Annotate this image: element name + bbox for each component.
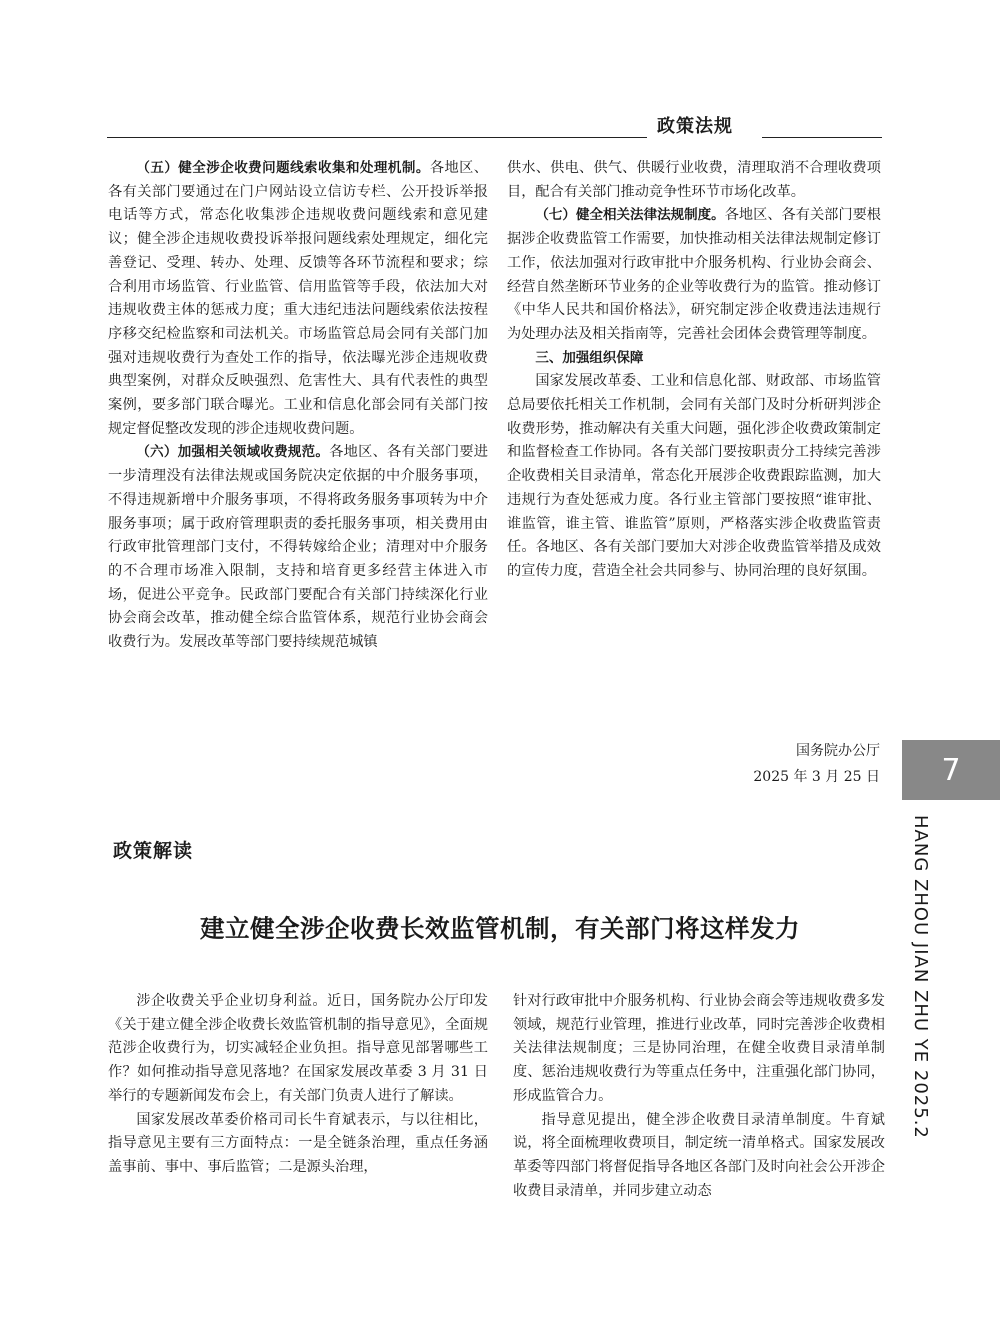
article-right-column xyxy=(513,990,885,1203)
article-paragraph: 涉企收费关乎企业切身利益。近日，国务院办公厅印发《关于建立健全涉企收费长效监管机制的指导意见》，全面规范涉企收费行为，切实减轻企业负担。指导意见部署哪些工作？如何推动指导意见落地？在国家发展改革委 3 月 31 日举行的专题新闻发布会上，有关部门负责人进行了解读。 xyxy=(108,993,488,1104)
article-title: 建立健全涉企收费长效监管机制，有关部门将这样发力 xyxy=(200,914,800,943)
item7-text: 各地区、各有关部门要根据涉企收费监管工作需要，加快推动相关法律法规制定修订工作，依法加强对行政审批中介服务机构、行业协会商会、经营自然垄断环节业务的企业等收费行为的监管。推动修订《中华人民共和国价格法》，研究制定涉企收费违法违规行为处理办法及相关指南等，完善社会团体会费管理等制度。 xyxy=(507,207,881,342)
policy-reading-label: 政策解读 xyxy=(113,840,194,862)
header-rule-left xyxy=(107,137,647,138)
left-column xyxy=(108,157,488,655)
item7-heading: （七）健全相关法律法规制度。 xyxy=(535,207,725,224)
section3-heading: 三、加强组织保障 xyxy=(535,349,644,366)
article-paragraph: 指导意见提出，健全涉企收费目录清单制度。牛育斌说，将全面梳理收费项目，制定统一清单格式。国家发展改革委等四部门将督促指导各地区各部门及时向社会公开涉企收费目录清单，并同步建立动态 xyxy=(513,1111,885,1199)
page-number: 7 xyxy=(941,752,961,788)
right-column xyxy=(507,157,881,584)
paragraph-item6 xyxy=(108,441,488,654)
item6-text: 各地区、各有关部门要进一步清理没有法律法规或国务院决定依据的中介服务事项，不得违规新增中介服务事项，不得将政务服务事项转为中介服务事项；属于政府管理职责的委托服务事项，相关费用由行政审批管理部门支付，不得转嫁给企业；清理对中介服务的不合理市场准入限制，支持和培育更多经营主体进入市场，促进公平竞争。民政部门要配合有关部门持续深化行业协会商会改革，推动健全综合监管体系，规范行业协会商会收费行为。发展改革等部门要持续规范城镇 xyxy=(108,444,488,651)
signature-date: 2025 年 3 月 25 日 xyxy=(753,769,880,785)
article-left-column xyxy=(108,990,488,1180)
item5-heading: （五）健全涉企收费问题线索收集和处理机制。 xyxy=(136,160,430,176)
paragraph-item7 xyxy=(507,204,881,346)
header-rule-right xyxy=(762,137,882,138)
journal-name-vertical: HANG ZHOU JIAN ZHU YE 2025.2 xyxy=(910,815,931,1139)
item6-heading: （六）加强相关领域收费规范。 xyxy=(136,444,330,461)
item5-text: 各地区、各有关部门要通过在门户网站设立信访专栏、公开投诉举报电话等方式，常态化收集涉企违规收费问题线索和意见建议；健全涉企违规收费投诉举报问题线索处理规定，细化完善登记、受理、转办、处理、反馈等各环节流程和要求；综合利用市场监管、行业监管、信用监管等手段，依法加大对违规收费主体的惩戒力度；重大违纪违法问题线索依法按程序移交纪检监察和司法机关。市场监管总局会同有关部门加强对违规收费行为查处工作的指导，依法曝光涉企违规收费典型案例，对群众反映强烈、危害性大、具有代表性的典型案例，要多部门联合曝光。工业和信息化部会同有关部门按规定督促整改发现的涉企违规收费问题。 xyxy=(108,160,488,437)
paragraph-continuation: 供水、供电、供气、供暖行业收费，清理取消不合理收费项目，配合有关部门推动竞争性环节市场化改革。 xyxy=(507,160,881,200)
article-paragraph: 国家发展改革委价格司司长牛育斌表示，与以往相比，指导意见主要有三方面特点：一是全链条治理，重点任务涵盖事前、事中、事后监管；二是源头治理， xyxy=(108,1111,488,1175)
paragraph-item5 xyxy=(108,157,488,441)
paragraph-section3: 国家发展改革委、工业和信息化部、财政部、市场监管总局要依托相关工作机制，会同有关部门及时分析研判涉企收费形势，推动解决有关重大问题，强化涉企收费政策制定和监督检查工作协同。各有关部门要按职责分工持续完善涉企收费相关目录清单，常态化开展涉企收费跟踪监测，加大违规行为查处惩戒力度。各行业主管部门要按照“谁审批、谁监管，谁主管、谁监管”原则，严格落实涉企收费监管责任。各地区、各有关部门要加大对涉企收费监管举措及成效的宣传力度，营造全社会共同参与、协同治理的良好氛围。 xyxy=(507,373,881,579)
signature-org: 国务院办公厅 xyxy=(796,743,880,759)
article-paragraph: 针对行政审批中介服务机构、行业协会商会等违规收费多发领域，规范行业管理，推进行业改革，同时完善涉企收费相关法律法规制度；三是协同治理，在健全收费目录清单制度、惩治违规收费行为等重点任务中，注重强化部门协同，形成监管合力。 xyxy=(513,993,885,1104)
page-number-tab xyxy=(902,740,1000,800)
section-label: 政策法规 xyxy=(657,116,733,137)
